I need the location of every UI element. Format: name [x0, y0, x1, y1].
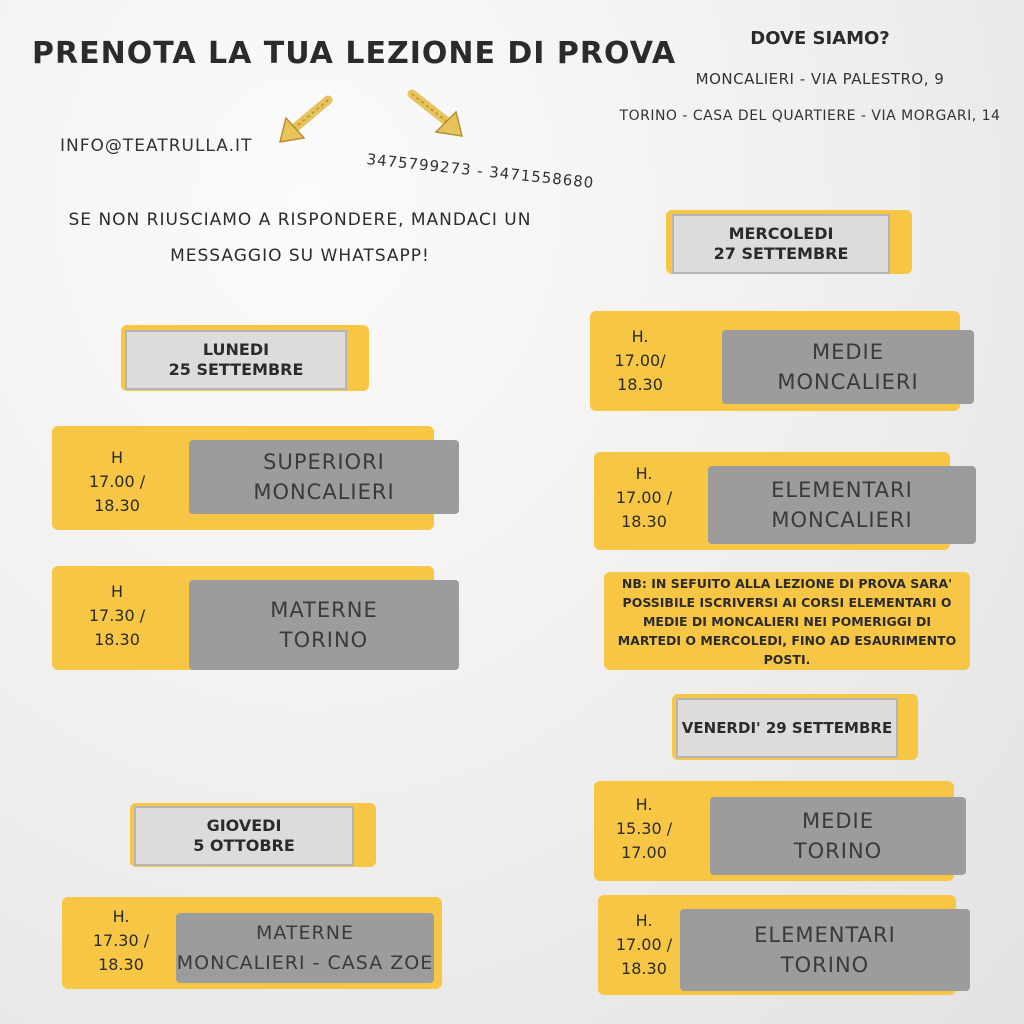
address-torino: TORINO - CASA DEL QUARTIERE - VIA MORGARI, 14 [619, 108, 1001, 124]
arrow-left-down-icon [272, 94, 334, 150]
day-date: 5 OTTOBRE [193, 836, 295, 855]
email-link[interactable]: INFO@TEATRULLA.IT [60, 136, 253, 156]
session-course: SUPERIORI MONCALIERI [189, 440, 459, 514]
whatsapp-note-line2: MESSAGGIO SU WHATSAPP! [170, 246, 430, 266]
session-course: MATERNE MONCALIERI - CASA ZOE [176, 913, 434, 983]
day-date: 25 SETTEMBRE [168, 360, 304, 379]
session-course: MEDIE MONCALIERI [722, 330, 974, 404]
day-label-wednesday [672, 214, 890, 274]
page-title: PRENOTA LA TUA LEZIONE DI PROVA [32, 36, 677, 71]
day-name: LUNEDI [202, 340, 270, 359]
enrollment-note: NB: IN SEFUITO ALLA LEZIONE DI PROVA SARA' POSSIBILE ISCRIVERSI AI CORSI ELEMENTARI O MEDIE DI MONCALIERI NEI POMERIGGI DI MARTEDI O MERCOLEDI, FINO AD ESAURIMENTO POSTI. [604, 572, 970, 670]
session-time: H. 17.00 / 18.30 [615, 911, 673, 978]
session-time: H. 17.30 / 18.30 [92, 907, 150, 974]
address-moncalieri: MONCALIERI - VIA PALESTRO, 9 [695, 70, 945, 88]
session-course: ELEMENTARI MONCALIERI [708, 466, 976, 544]
where-title: DOVE SIAMO? [750, 28, 890, 49]
session-time: H. 17.00/ 18.30 [614, 327, 666, 394]
session-course: MEDIE TORINO [710, 797, 966, 875]
session-time: H. 17.00 / 18.30 [615, 464, 673, 531]
day-name: MERCOLEDI [728, 224, 834, 243]
day-label-thursday [134, 806, 354, 866]
day-label-monday [125, 330, 347, 390]
session-time: H 17.30 / 18.30 [88, 582, 146, 649]
day-date: 27 SETTEMBRE [713, 244, 849, 263]
session-course: MATERNE TORINO [189, 580, 459, 670]
session-course: ELEMENTARI TORINO [680, 909, 970, 991]
day-name: VENERDI' 29 SETTEMBRE [681, 719, 893, 737]
day-name: GIOVEDI [206, 816, 282, 835]
phone-numbers[interactable]: 3475799273 - 3471558680 [365, 150, 596, 192]
day-label-friday [676, 698, 898, 758]
arrow-right-down-icon [406, 88, 470, 144]
session-time: H. 15.30 / 17.00 [615, 795, 673, 862]
session-time: H 17.00 / 18.30 [88, 448, 146, 515]
whatsapp-note-line1: SE NON RIUSCIAMO A RISPONDERE, MANDACI UN [68, 210, 532, 230]
